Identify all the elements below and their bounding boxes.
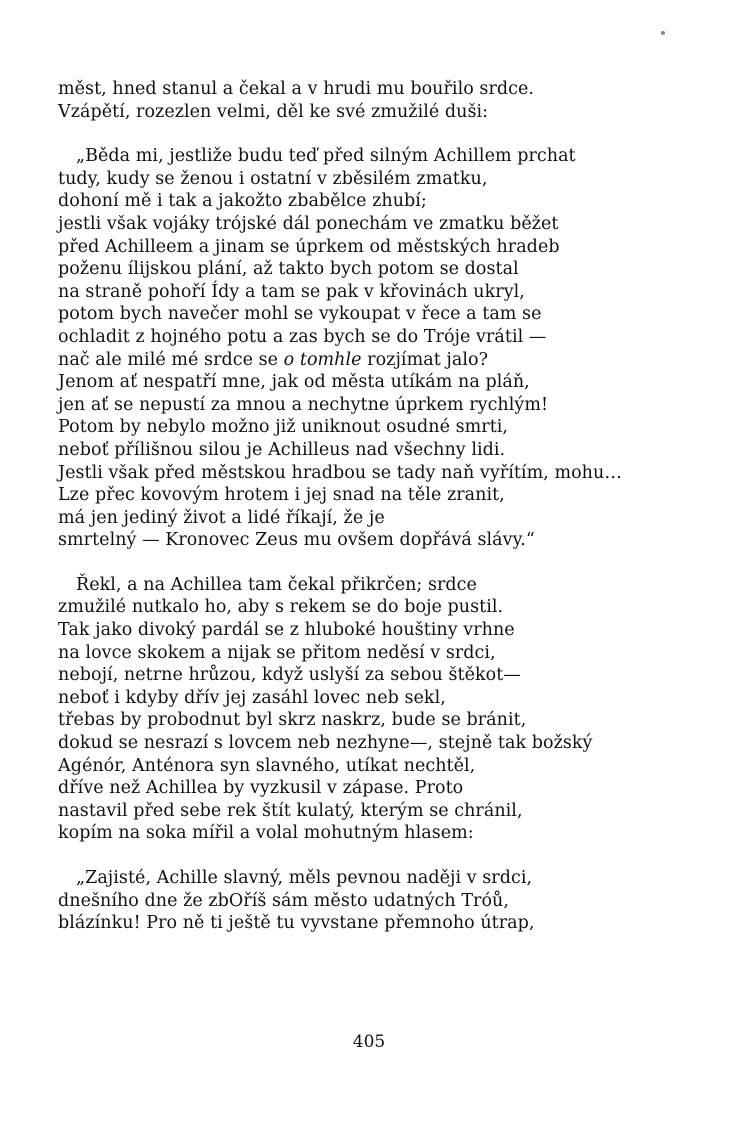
text-line: měst, hned stanul a čekal a v hrudi mu bouřilo srdce.: [58, 79, 534, 99]
speech-hector: [58, 145, 698, 552]
text-line: na lovce skokem a nijak se přitom neděsí v srdci,: [58, 642, 496, 663]
paragraph-narrative: [58, 574, 698, 845]
text-line: tudy, kudy se ženou i ostatní v zběsilém zmatku,: [58, 168, 488, 189]
text-line: Jenom ať nespatří mne, jak od města utíkám na pláň,: [58, 372, 530, 393]
text-run: rozjímat jalo?: [361, 349, 489, 370]
text-line: před Achilleem a jinam se úprkem od městských hradeb: [58, 236, 560, 257]
text-line: nastavil před sebe rek štít kulatý, kterým se chránil,: [58, 800, 523, 821]
stanza-gap: [58, 845, 698, 867]
text-line: dříve než Achillea by vyzkusil v zápase. Proto: [58, 778, 464, 799]
text-line: má jen jediný život a lidé říkají, že je: [58, 507, 385, 528]
text-line: Potom by nebylo možno již uniknout osudné smrti,: [58, 417, 509, 438]
text-line: kopím na soka mířil a volal mohutným hlasem:: [58, 823, 474, 844]
text-line: Řekl, a na Achillea tam čekal přikrčen; srdce: [76, 574, 477, 595]
text-line: ochladit z hojného potu a zas bych se do Tróje vrátil —: [58, 326, 547, 347]
text-line: Vzápětí, rozezlen velmi, děl ke své zmužilé duši:: [58, 101, 489, 122]
text-run: nač ale milé mé srdce se: [58, 349, 284, 370]
text-line: „Běda mi, jestliže budu teď před silným Achillem prchat: [76, 146, 576, 167]
text-body: [58, 78, 698, 935]
text-line: „Zajisté, Achille slavný, měls pevnou naději v srdci,: [76, 868, 533, 888]
text-line: dohoní mě i tak a jakožto zbabělce zhubí;: [58, 191, 427, 212]
text-line: Jestli však před městskou hradbou se tady naň vyřítím, mohu…: [58, 462, 622, 483]
text-line: dokud se nesrazí s lovcem neb nezhyne—, stejně tak božský: [58, 733, 593, 754]
text-line: třebas by probodnut byl skrz naskrz, bude se bránit,: [58, 710, 527, 731]
text-line: jestli však vojáky trójské dál ponechám ve zmatku běžet: [58, 213, 559, 234]
text-line-with-italic: [58, 349, 698, 372]
text-line: Lze přec kovovým hrotem i jej snad na těle zranit,: [58, 485, 505, 506]
text-line: Tak jako divoký pardál se z hluboké houštiny vrhne: [58, 620, 515, 641]
ink-speck: [661, 31, 665, 35]
stanza-gap: [58, 552, 698, 574]
paragraph-opening: [58, 78, 698, 123]
text-line: na straně pohoří Ídy a tam se pak v křovinách ukryl,: [58, 281, 525, 302]
text-line: blázínku! Pro ně ti ještě tu vyvstane přemnoho útrap,: [58, 913, 535, 934]
text-line: nebojí, netrne hrůzou, když uslyší za sebou štěkot—: [58, 665, 521, 686]
text-line: potom bych navečer mohl se vykoupat v řece a tam se: [58, 304, 542, 325]
stanza-gap: [58, 123, 698, 145]
text-line: dnešního dne že zbOříš sám město udatných Tróů,: [58, 890, 509, 911]
speech-agenor: [58, 867, 698, 935]
italic-text: o tomhle: [283, 349, 362, 370]
text-line: jen ať se nepustí za mnou a nechytne úprkem rychlým!: [58, 394, 549, 415]
page-number: 405: [352, 1032, 386, 1052]
text-line: neboť i kdyby dřív jej zasáhl lovec neb sekl,: [58, 687, 446, 708]
text-line: Agénór, Anténora syn slavného, utíkat nechtěl,: [58, 755, 476, 776]
text-line: neboť přílišnou silou je Achilleus nad všechny lidi.: [58, 439, 506, 460]
text-line: zmužilé nutkalo ho, aby s rekem se do boje pustil.: [58, 597, 504, 618]
text-line: poženu ílijskou plání, až takto bych potom se dostal: [58, 259, 519, 280]
text-line: smrtelný — Kronovec Zeus mu ovšem dopřává slávy.“: [58, 530, 535, 551]
